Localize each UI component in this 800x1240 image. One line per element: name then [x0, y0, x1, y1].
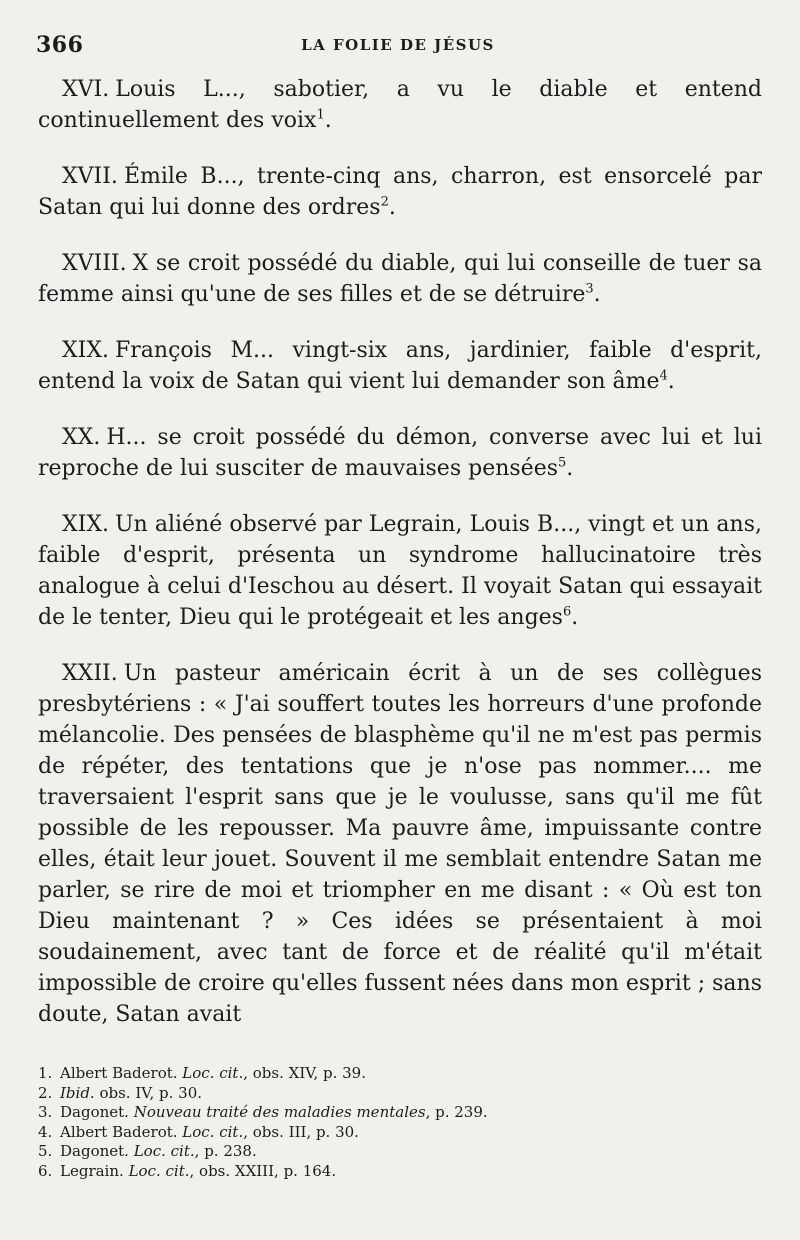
footnote-ref: 2	[380, 194, 389, 210]
footnote-title: Loc. cit.	[133, 1142, 195, 1160]
observation-paragraph	[38, 335, 762, 397]
footnote	[38, 1142, 762, 1162]
footnote-ref-detail: , obs. XIV, p. 39.	[243, 1064, 366, 1082]
footnote-ref: 1	[316, 107, 325, 123]
footnote-number: 2.	[38, 1083, 53, 1102]
footnotes	[38, 1064, 762, 1181]
footnote-ref-detail: , p. 239.	[425, 1103, 488, 1121]
footnote-number: 5.	[38, 1142, 53, 1160]
page-header	[36, 32, 760, 60]
observation-text: Un pasteur américain écrit à un de ses collègues presbytériens : « J'ai souffert toutes les horreurs d'une profonde mélancolie. Des pensées de blasphème qu'il ne m'est pas permis de répéter, des tentations que je n'ose pas nommer.... me traversaient l'esprit sans que je le voulusse, sans qu'il me fût possible de les repousser. Ma pauvre âme, impuissante contre elles, était leur jouet. Souvent il me semblait entendre Satan me parler, se rire de moi et triompher en me disant : « Où est ton Dieu maintenant ? » Ces idées se présentaient à moi soudainement, avec tant de force et de réalité qu'il m'était impossible de croire qu'elles fussent nées dans mon esprit ; sans doute, Satan avait	[38, 661, 762, 1027]
observation-text: X se croit possédé du diable, qui lui conseille de tuer sa femme ainsi qu'une de ses filles et de se détruire	[38, 251, 762, 307]
observation-number: XVIII.	[62, 251, 127, 276]
observation-text: Un aliéné observé par Legrain, Louis B..., vingt et un ans, faible d'esprit, présenta un syndrome hallucinatoire très analogue à celui d'Ieschou au désert. Il voyait Satan qui essayait de le tenter, Dieu qui le protégeait et les anges	[38, 512, 762, 630]
footnote	[38, 1123, 762, 1143]
footnote-ref: 6	[562, 604, 572, 620]
observation-number: XIX.	[62, 338, 110, 363]
footnote-title: Loc. cit.	[182, 1122, 244, 1141]
observation-paragraph	[38, 509, 762, 633]
footnote-number: 4.	[38, 1122, 53, 1141]
footnote-author: Dagonet.	[60, 1103, 134, 1121]
main-text	[38, 74, 762, 1055]
observation-text: Louis L..., sabotier, a vu le diable et entend continuellement des voix	[38, 77, 762, 133]
observation-number: XVI.	[62, 77, 110, 102]
observation-paragraph	[38, 422, 762, 484]
footnote-title: Loc. cit.	[182, 1064, 244, 1082]
footnote-number: 3.	[38, 1103, 53, 1121]
footnote-ref: 4	[659, 368, 668, 384]
sentence-end: .	[571, 605, 579, 630]
footnote	[38, 1103, 762, 1123]
observation-paragraph	[38, 658, 762, 1030]
observation-number: XVII.	[62, 164, 118, 189]
sentence-end: .	[388, 195, 396, 220]
footnote	[38, 1064, 762, 1084]
footnote-author: Legrain.	[60, 1161, 129, 1180]
footnote-ref: 5	[558, 455, 567, 471]
footnote-ref-detail: , obs. XXIII, p. 164.	[189, 1161, 337, 1180]
observation-paragraph	[38, 74, 762, 136]
footnote-author: Albert Baderot.	[60, 1064, 183, 1082]
footnote-ref-detail: , p. 238.	[194, 1142, 257, 1160]
footnote	[38, 1084, 762, 1104]
footnote-title: Nouveau traité des maladies mentales	[133, 1103, 426, 1121]
observation-text: François M... vingt-six ans, jardinier, faible d'esprit, entend la voix de Satan qui vient lui demander son âme	[38, 338, 762, 394]
sentence-end: .	[324, 108, 332, 133]
observation-paragraph	[38, 161, 762, 223]
footnote-ref-detail: , obs. III, p. 30.	[243, 1122, 359, 1141]
footnote	[38, 1162, 762, 1182]
page-number: 366	[36, 32, 84, 58]
footnote-title: Ibid.	[60, 1083, 95, 1102]
sentence-end: .	[667, 369, 675, 394]
observation-number: XX.	[62, 425, 101, 450]
footnote-number: 6.	[38, 1161, 53, 1180]
footnote-title: Loc. cit.	[128, 1161, 190, 1180]
observation-number: XIX.	[62, 512, 110, 537]
footnote-number: 1.	[38, 1064, 53, 1082]
footnote-ref-detail: obs. IV, p. 30.	[94, 1083, 203, 1102]
observation-number: XXII.	[62, 661, 118, 686]
sentence-end: .	[593, 282, 601, 307]
observation-paragraph	[38, 248, 762, 310]
running-title: LA FOLIE DE JÉSUS	[301, 36, 495, 54]
footnote-ref: 3	[585, 281, 594, 297]
footnote-author: Dagonet.	[60, 1142, 134, 1160]
observation-text: H... se croit possédé du démon, converse avec lui et lui reproche de lui susciter de mauvaises pensées	[38, 425, 762, 481]
observation-text: Émile B..., trente-cinq ans, charron, est ensorcelé par Satan qui lui donne des ordres	[38, 164, 762, 220]
sentence-end: .	[566, 456, 574, 481]
footnote-author: Albert Baderot.	[60, 1122, 183, 1141]
